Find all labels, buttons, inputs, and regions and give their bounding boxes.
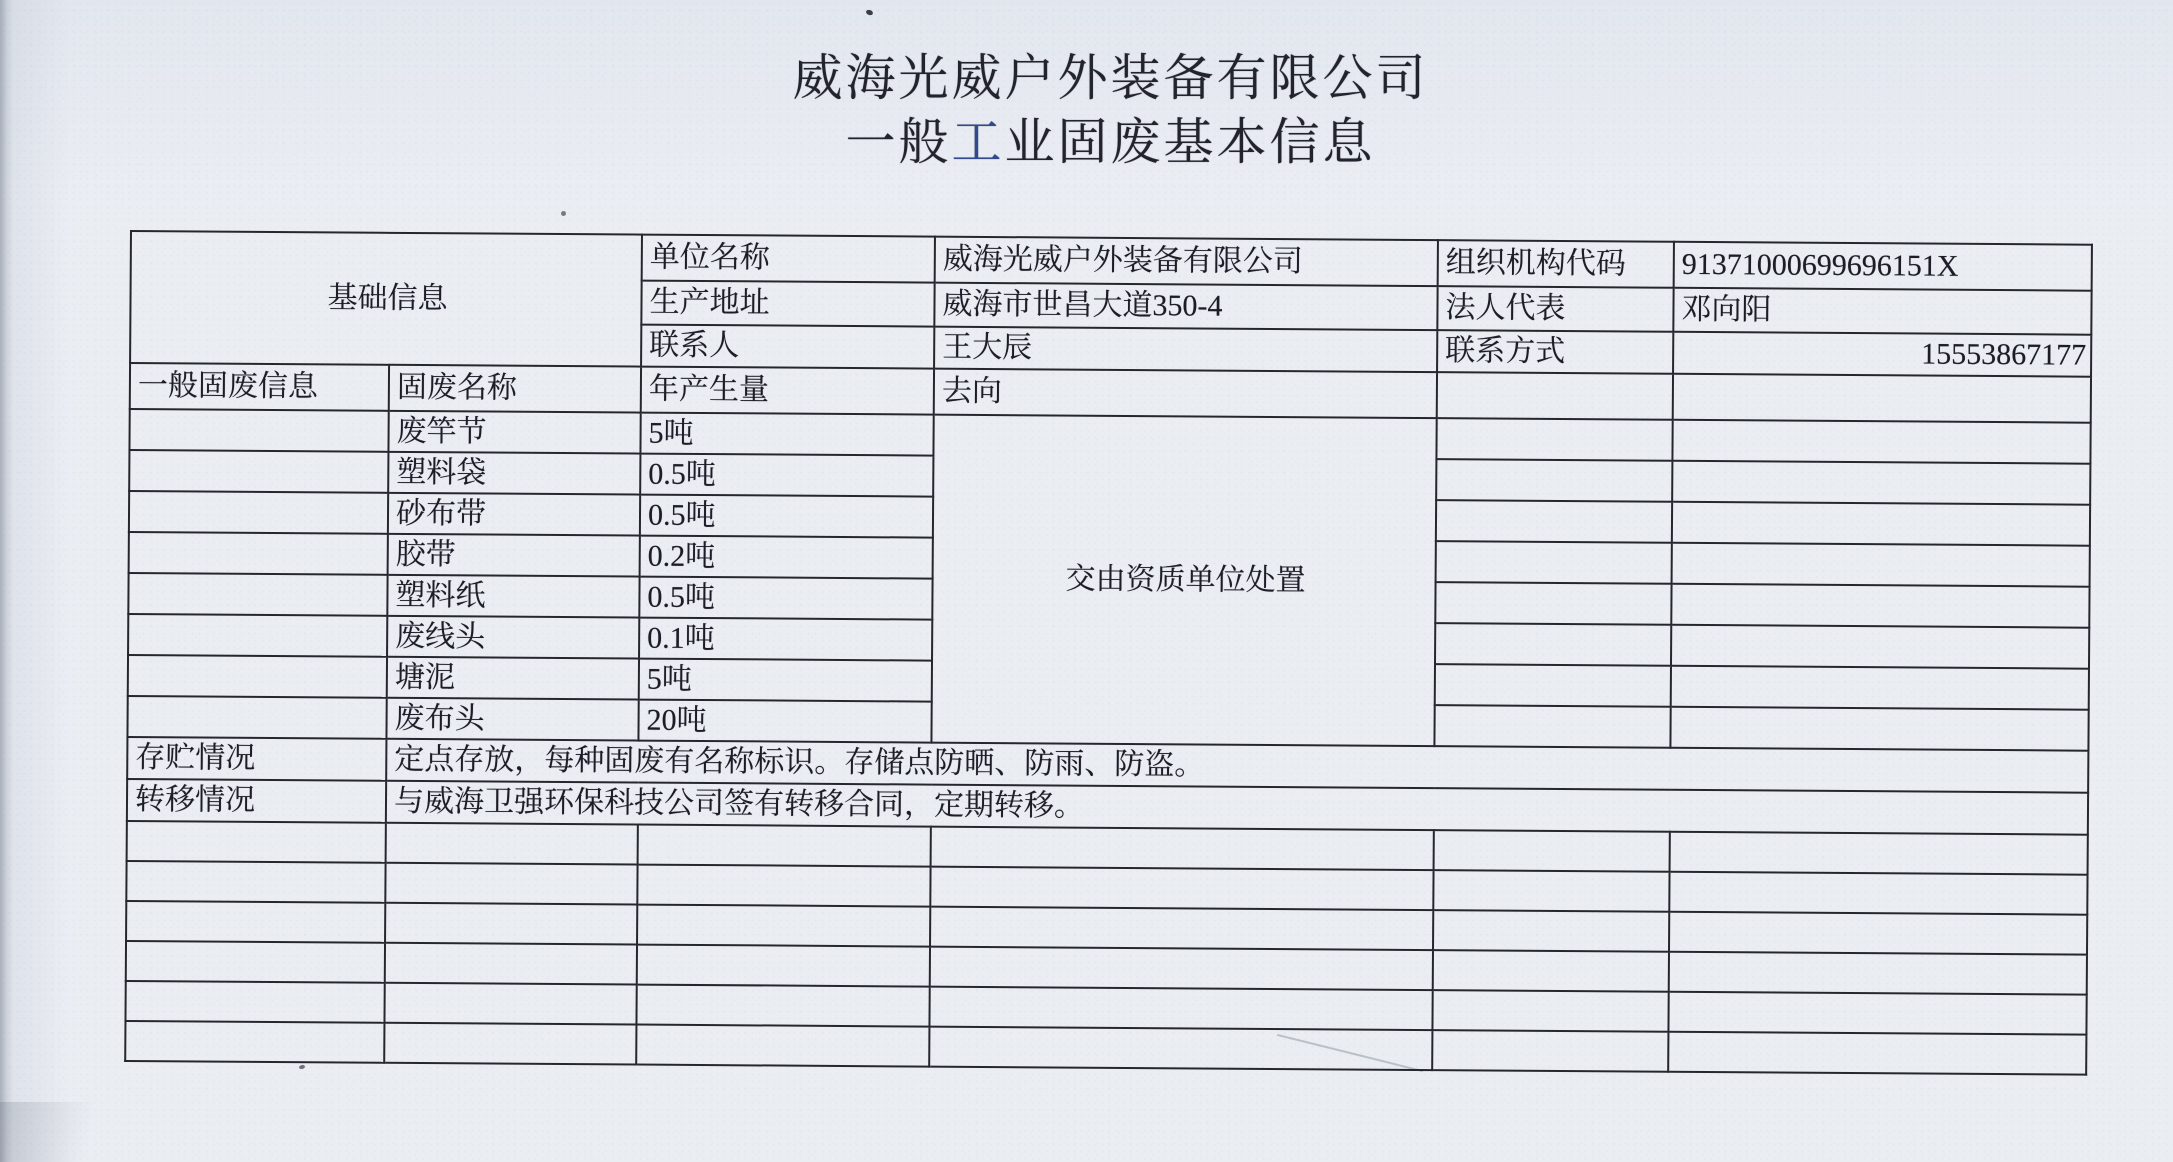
- empty-cell: [128, 655, 387, 698]
- scan-speck-middle: [561, 211, 566, 216]
- legal-rep-label-cell: 法人代表: [1437, 286, 1673, 332]
- basic-info-section-cell: 基础信息: [130, 231, 642, 367]
- empty-cell: [929, 1027, 1432, 1071]
- waste-amount-cell-6: 5吨: [639, 659, 932, 702]
- empty-cell: [1670, 707, 2088, 751]
- empty-cell: [1436, 459, 1672, 502]
- document-title-line1: 威海光威户外装备有限公司: [792, 50, 1429, 106]
- empty-cell: [1673, 374, 2091, 423]
- empty-cell: [929, 987, 1432, 1031]
- empty-cell: [125, 981, 384, 1023]
- empty-cell: [1669, 952, 2087, 995]
- title-line2-pre: 一般: [845, 114, 952, 170]
- empty-cell: [1435, 582, 1671, 625]
- contact-method-label-cell: 联系方式: [1437, 330, 1673, 374]
- org-code-value-cell: 91371000699696151X: [1674, 242, 2092, 291]
- waste-name-cell-0: 废竿节: [388, 411, 640, 454]
- transfer-value-cell: 与威海卫强环保科技公司签有转移合同，定期转移。: [386, 781, 2088, 835]
- empty-cell: [1669, 912, 2087, 955]
- empty-cell: [1433, 870, 1669, 912]
- empty-cell: [1433, 950, 1669, 992]
- empty-cell: [384, 983, 636, 1025]
- empty-cell: [1434, 830, 1670, 872]
- empty-cell: [931, 827, 1434, 871]
- waste-name-header-cell: 固废名称: [389, 365, 641, 413]
- contact-person-value-cell: 王大辰: [934, 327, 1437, 373]
- annual-amount-header-cell: 年产生量: [641, 367, 934, 415]
- waste-section-label-cell: 一般固废信息: [130, 363, 389, 411]
- waste-name-cell-3: 胶带: [388, 534, 640, 577]
- waste-name-cell-2: 砂布带: [388, 493, 640, 536]
- waste-amount-cell-1: 0.5吨: [640, 454, 933, 497]
- empty-cell: [1433, 910, 1669, 952]
- empty-cell: [127, 821, 386, 863]
- empty-cell: [386, 823, 638, 865]
- empty-cell: [1436, 500, 1672, 543]
- waste-name-cell-6: 塘泥: [387, 657, 639, 700]
- scan-speck-top: [865, 9, 873, 16]
- waste-name-cell-5: 废线头: [387, 616, 639, 659]
- waste-amount-cell-4: 0.5吨: [639, 577, 932, 620]
- waste-amount-cell-7: 20吨: [638, 700, 931, 743]
- contact-method-value-cell: 15553867177: [1673, 332, 2091, 377]
- solid-waste-info-table: [124, 230, 2093, 1076]
- empty-cell: [1436, 418, 1672, 461]
- storage-label-cell: 存贮情况: [127, 737, 386, 781]
- empty-cell: [127, 696, 386, 739]
- empty-cell: [1435, 664, 1671, 707]
- contact-person-label-cell: 联系人: [641, 325, 934, 369]
- waste-amount-cell-0: 5吨: [640, 413, 933, 456]
- empty-cell: [126, 861, 385, 903]
- empty-cell: [1671, 666, 2089, 710]
- empty-cell: [129, 491, 388, 534]
- empty-cell: [128, 614, 387, 657]
- transfer-label-cell: 转移情况: [127, 779, 386, 823]
- scan-corner-shadow: [0, 1102, 150, 1162]
- empty-cell: [637, 945, 930, 987]
- waste-name-cell-1: 塑料袋: [388, 452, 640, 495]
- waste-name-cell-4: 塑料纸: [387, 575, 639, 618]
- empty-cell: [385, 863, 637, 905]
- empty-cell: [384, 1023, 636, 1065]
- title-line2-post: 业固废基本信息: [1004, 114, 1376, 170]
- empty-cell: [637, 905, 930, 947]
- destination-value-cell: 交由资质单位处置: [931, 415, 1436, 747]
- scan-left-edge-shadow: [0, 0, 13, 1162]
- waste-amount-cell-2: 0.5吨: [640, 495, 933, 538]
- org-code-label-cell: 组织机构代码: [1438, 240, 1674, 288]
- empty-cell: [1672, 461, 2090, 505]
- empty-cell: [638, 825, 931, 867]
- title-line2-accent: 工: [951, 114, 1005, 170]
- empty-cell: [1669, 872, 2087, 915]
- empty-cell: [1435, 623, 1671, 666]
- empty-cell: [1672, 502, 2090, 546]
- empty-cell: [1668, 1032, 2086, 1075]
- empty-cell: [1671, 625, 2089, 669]
- empty-cell: [1432, 990, 1668, 1032]
- table-row: [131, 231, 2092, 291]
- waste-amount-cell-5: 0.1吨: [639, 618, 932, 661]
- empty-cell: [1672, 543, 2090, 587]
- destination-header-cell: 去向: [934, 369, 1437, 419]
- empty-cell: [125, 1021, 384, 1063]
- legal-rep-value-cell: 邓向阳: [1673, 288, 2091, 335]
- scan-speck-bottom: [299, 1064, 306, 1069]
- empty-cell: [636, 1025, 929, 1067]
- empty-cell: [636, 985, 929, 1027]
- waste-amount-cell-3: 0.2吨: [640, 536, 933, 579]
- empty-cell: [1432, 1030, 1668, 1072]
- empty-cell: [129, 532, 388, 575]
- empty-cell: [930, 867, 1433, 911]
- empty-cell: [1670, 832, 2088, 875]
- production-address-value-cell: 威海市世昌大道350-4: [934, 283, 1437, 331]
- empty-cell: [1672, 420, 2090, 464]
- empty-cell: [637, 865, 930, 907]
- empty-cell: [1436, 541, 1672, 584]
- document-title: [130, 46, 2091, 174]
- empty-cell: [1671, 584, 2089, 628]
- empty-cell: [128, 573, 387, 616]
- document-title-line2: [130, 110, 2091, 174]
- waste-name-cell-7: 废布头: [386, 698, 638, 741]
- empty-cell: [1668, 992, 2086, 1035]
- unit-name-value-cell: 威海光威户外装备有限公司: [935, 237, 1438, 287]
- production-address-label-cell: 生产地址: [641, 281, 934, 327]
- empty-cell: [930, 947, 1433, 991]
- empty-cell: [930, 907, 1433, 951]
- empty-cell: [1434, 705, 1670, 748]
- empty-cell: [126, 901, 385, 943]
- empty-cell: [1437, 372, 1673, 420]
- empty-cell: [129, 409, 388, 452]
- empty-cell: [385, 903, 637, 945]
- empty-cell: [126, 941, 385, 983]
- storage-value-cell: 定点存放，每种固废有名称标识。存储点防晒、防雨、防盗。: [386, 739, 2088, 793]
- unit-name-label-cell: 单位名称: [642, 235, 935, 283]
- empty-cell: [129, 450, 388, 493]
- empty-cell: [385, 943, 637, 985]
